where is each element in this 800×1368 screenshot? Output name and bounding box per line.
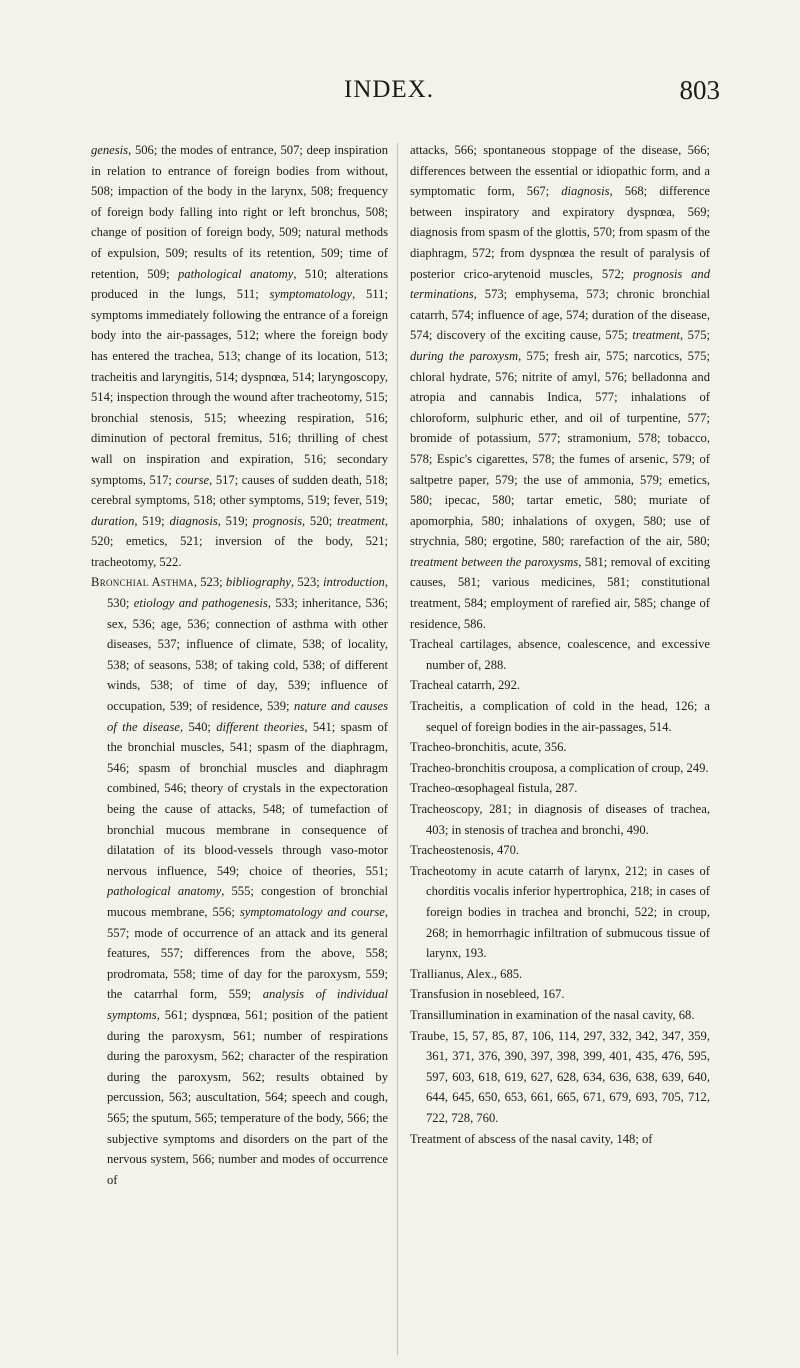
entry-text: , 540; (179, 719, 217, 734)
index-entry: Tracheo-bronchitis, acute, 356. (410, 740, 567, 755)
entry-text: , 575; fresh air, 575; narcotics, 575; chloral hydrate, 576; nitrite of amyl, 576; belladonna and atropia and cannabis Indica, 577; inhalations of chloroform, sulphuric ether, and oil of turpentine, 577; bromide of potassium, 577; stramonium, 578; tobacco, 578; Espic's cigarettes, 578; the fumes of arsenic, 579; of saltpetre paper, 579; the use of ammonia, 579; emetics, 580; ipecac, 580; tartar emetic, 580; muriate of apomorphia, 580; inhalations of oxygen, 580; use of strychnia, 580; ergotine, 580; rarefaction of the air, 580; (410, 348, 710, 549)
entry-text: , 581; removal of exciting causes, 581; various medicines, 581; constitutional treatment, 584; employment of rarefied air, 585; change of residence, 586. (410, 554, 711, 631)
entry-text: introduction (323, 575, 385, 590)
entry-text: symptomatology (269, 287, 353, 302)
entry-text: , 511; symptoms immediately following the entrance of a foreign body into the air-passages, 512; where the foreign body has entered the trachea, 513; change of its location, 513; tracheitis and laryngitis, 514; dyspnœa, 514; laryngoscopy, 514; inspection through the wound after tracheotomy, 515; bronchial stenosis, 515; wheezing respiration, 516; diminution of pectoral fremitus, 516; thrilling of chest wall on inspiration and expiration, 516; secondary symptoms, 517; (91, 287, 388, 487)
entry-text: , 561; dyspnœa, 561; position of the patient during the paroxysm, 561; number of respirations during the paroxysm, 562; character of the respiration during the paroxysm, 562; results obtained by percussion, 563; auscultation, 564; speech and cough, 565; the sputum, 565; temperature of the body, 566; the subjective symptoms and disorders on the part of the nervous system, 566; number and modes of occurrence of (107, 1007, 388, 1187)
index-entry-asthma-continued (410, 140, 710, 634)
entry-text: treatment (337, 513, 385, 528)
entry-text: pathological anatomy (177, 266, 294, 281)
index-entry-bronchial-asthma (91, 572, 388, 1190)
index-entry: Transillumination in examination of the nasal cavity, 68. (410, 1007, 695, 1022)
entry-text: , 523; (290, 575, 324, 590)
entry-text: symptomatology and course (239, 904, 385, 919)
entry-text: nature and causes of the disease (107, 699, 388, 734)
entry-text: prognosis (252, 513, 302, 528)
entry-text: analysis of individual symptoms (107, 987, 388, 1022)
index-entry: Treatment of abscess of the nasal cavity, 148; of (410, 1131, 653, 1146)
entry-text: , 519; (217, 513, 253, 528)
entry-text: duration (91, 513, 135, 528)
entry-text: , 555; congestion of bronchial mucous membrane, 556; (107, 884, 388, 919)
index-entry: Trallianus, Alex., 685. (410, 966, 523, 981)
entry-text: treatment between the paroxysms (410, 554, 579, 569)
entry-text: genesis (91, 143, 129, 157)
index-entry: Tracheostenosis, 470. (410, 843, 520, 858)
entry-text: treatment (632, 328, 681, 343)
entry-text: , 541; spasm of the bronchial muscles, 541; spasm of the diaphragm, 546; spasm of bronchial muscles and diaphragm combined, 546; theory of crystals in the expectoration being the cause of attacks, 548; of tumefaction of bronchial mucous membrane in consequence of dilatation of its blood-vessels through vaso-motor nervous influence, 549; choice of theories, 551; (107, 719, 388, 878)
entry-text: etiology and pathogenesis (133, 596, 268, 611)
entry-text: diagnosis (561, 184, 610, 199)
entry-text: , 533; inheritance, 536; sex, 536; age, 536; connection of asthma with other diseases, 537; influence of climate, 538; of locality, 538; of seasons, 538; of taking cold, 538; of different winds, 538; of time of day, 539; influence of occupation, 539; of residence, 539; (107, 596, 389, 714)
column-divider (397, 143, 398, 1355)
index-entry: Transfusion in nosebleed, 167. (410, 987, 565, 1002)
entry-text: pathological anatomy (107, 884, 222, 899)
right-column (410, 140, 710, 1149)
entry-text: , 517; causes of sudden death, 518; cerebral symptoms, 518; other symptoms, 519; fever, 519; (91, 472, 388, 508)
page-title: INDEX. (344, 76, 435, 103)
index-entry: Tracheoscopy, 281; in diagnosis of diseases of trachea, 403; in stenosis of trachea and bronchi, 490. (410, 802, 710, 837)
index-entry: Tracheotomy in acute catarrh of larynx, 212; in cases of chorditis vocalis inferior hypertrophica, 218; in cases of foreign bodies in trachea and bronchi, 522; in croup, 268; in hemorrhagic infiltration of submucous tissue of larynx, 193. (410, 863, 710, 961)
entry-text: , 573; emphysema, 573; chronic bronchial catarrh, 574; influence of age, 574; duration of the disease, 574; discovery of the exciting cause, 575; (410, 287, 710, 343)
entry-text: bibliography (225, 575, 291, 590)
index-entry: Tracheal catarrh, 292. (410, 678, 521, 693)
entry-text: , 510; alterations produced in the lungs, 511; (91, 266, 388, 302)
entry-text: , 519; (134, 513, 170, 528)
entry-text: , 568; difference between inspiratory and expiratory dyspnœa, 569; diagnosis from spasm of the glottis, 570; from spasm of the diaphragm, 572; from dyspnœa the result of paralysis of posterior crico-arytenoid muscles, 572; (410, 184, 710, 281)
entry-text: diagnosis (169, 513, 218, 528)
index-entry: Tracheitis, a complication of cold in the head, 126; a sequel of foreign bodies in the air-passages, 514. (410, 699, 710, 734)
entry-text: different theories (216, 719, 305, 734)
entry-text: , 506; the modes of entrance, 507; deep inspiration in relation to entrance of foreign bodies from without, 508; impaction of the body in the larynx, 508; frequency of foreign body falling into right or left bronchus, 508; change of position of foreign body, 509; natural methods of expulsion, 509; results of its retention, 509; time of retention, 509; (91, 143, 388, 281)
entry-text: , 575; (680, 328, 711, 343)
index-entry-foreign-bodies-continued (91, 140, 388, 572)
index-entry: Traube, 15, 57, 85, 87, 106, 114, 297, 332, 342, 347, 359, 361, 371, 376, 390, 397, 398, 399, 401, 435, 476, 595, 597, 603, 618, 619, 627, 628, 634, 636, 638, 639, 640, 644, 645, 650, 653, 661, 665, 671, 679, 693, 705, 712, 722, 728, 760. (410, 1028, 710, 1125)
left-column (91, 140, 388, 1190)
index-entry: Tracheo-œsophageal fistula, 287. (410, 781, 578, 796)
index-entry: Tracheal cartilages, absence, coalescence, and excessive number of, 288. (410, 637, 710, 672)
entry-text: attacks, 566; spontaneous stoppage of the disease, 566; differences between the essential or idiopathic form, and a symptomatic form, 567; (410, 143, 710, 199)
page-number: 803 (679, 75, 720, 105)
entry-text: , 520; emetics, 521; inversion of the body, 521; tracheotomy, 522. (91, 513, 389, 569)
entry-text: prognosis and terminations (410, 266, 710, 302)
page-header (0, 76, 800, 116)
entry-text: during the paroxysm (410, 348, 519, 363)
entry-text: , 523; (193, 575, 226, 590)
entry-text: , 530; (107, 575, 388, 611)
entry-text: course (175, 472, 210, 487)
entry-heading: Bronchial Asthma (91, 575, 194, 590)
entry-text: , 520; (302, 513, 338, 528)
entry-text: , 557; mode of occurrence of an attack and its general features, 557; differences from the above, 558; prodromata, 558; time of day for the paroxysm, 559; the catarrhal form, 559; (107, 904, 388, 1002)
index-entry: Tracheo-bronchitis crouposa, a complication of croup, 249. (410, 760, 709, 775)
